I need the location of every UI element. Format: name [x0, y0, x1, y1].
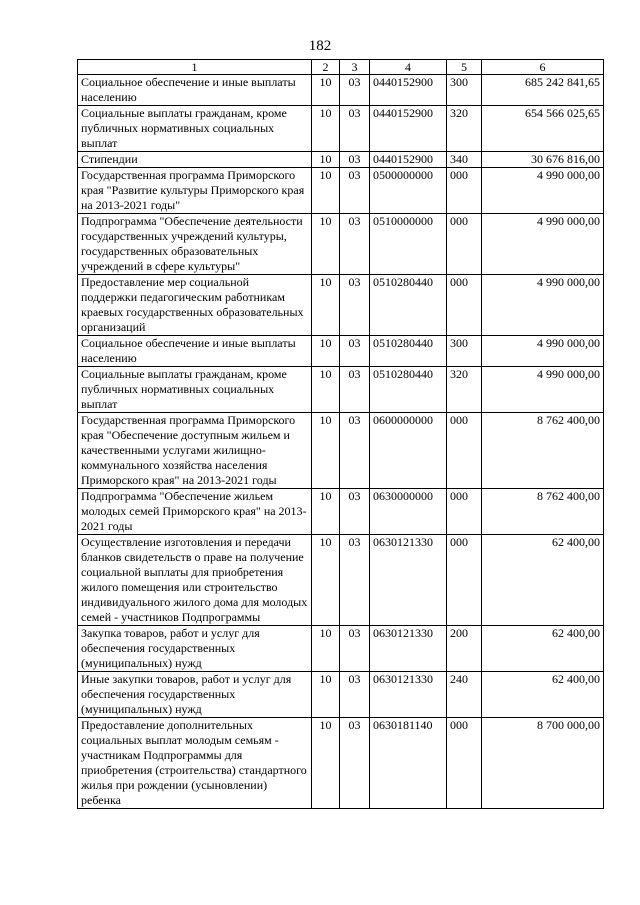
table-row: [78, 672, 604, 718]
row-code-cell: 0630121330: [370, 626, 447, 672]
row-type-cell: 300: [447, 336, 482, 367]
table-row: [78, 535, 604, 626]
column-header: 3: [340, 60, 370, 75]
table-row: [78, 275, 604, 336]
row-amount-cell: 8 700 000,00: [482, 718, 604, 809]
row-amount-cell: 685 242 841,65: [482, 75, 604, 106]
row-name-cell: Осуществление изготовления и передачи бланков свидетельств о праве на получение социальной выплаты для приобретения жилого помещения или строительство индивидуального жилого дома для молодых семей - участников Подпрограммы: [78, 535, 312, 626]
row-subsection-cell: 03: [340, 106, 370, 152]
column-header: 4: [370, 60, 447, 75]
row-amount-cell: 8 762 400,00: [482, 489, 604, 535]
table-row: [78, 489, 604, 535]
row-amount-cell: 4 990 000,00: [482, 336, 604, 367]
row-name-cell: Иные закупки товаров, работ и услуг для обеспечения государственных (муниципальных) нужд: [78, 672, 312, 718]
table-row: [78, 168, 604, 214]
row-name-cell: Социальные выплаты гражданам, кроме публичных нормативных социальных выплат: [78, 367, 312, 413]
table-row: [78, 626, 604, 672]
row-subsection-cell: 03: [340, 367, 370, 413]
row-subsection-cell: 03: [340, 336, 370, 367]
table-row: [78, 413, 604, 489]
row-amount-cell: 4 990 000,00: [482, 275, 604, 336]
row-name-cell: Государственная программа Приморского края "Обеспечение доступным жильем и качественными услугами жилищно-коммунального хозяйства населения Приморского края" на 2013-2021 годы: [78, 413, 312, 489]
table-row: [78, 75, 604, 106]
table-row: [78, 214, 604, 275]
row-name-cell: Предоставление дополнительных социальных выплат молодым семьям - участникам Подпрограммы для приобретения (строительства) стандартного жилья при рождении (усыновлении) ребенка: [78, 718, 312, 809]
row-section-cell: 10: [312, 106, 340, 152]
row-type-cell: 320: [447, 367, 482, 413]
row-section-cell: 10: [312, 75, 340, 106]
row-subsection-cell: 03: [340, 626, 370, 672]
row-type-cell: 000: [447, 168, 482, 214]
row-section-cell: 10: [312, 367, 340, 413]
row-name-cell: Подпрограмма "Обеспечение жильем молодых семей Приморского края" на 2013-2021 годы: [78, 489, 312, 535]
row-amount-cell: 62 400,00: [482, 535, 604, 626]
row-section-cell: 10: [312, 336, 340, 367]
row-code-cell: 0510280440: [370, 367, 447, 413]
table-row: [78, 152, 604, 168]
row-type-cell: 240: [447, 672, 482, 718]
row-subsection-cell: 03: [340, 489, 370, 535]
row-subsection-cell: 03: [340, 672, 370, 718]
row-amount-cell: 654 566 025,65: [482, 106, 604, 152]
row-type-cell: 000: [447, 413, 482, 489]
row-section-cell: 10: [312, 275, 340, 336]
column-header: 2: [312, 60, 340, 75]
row-code-cell: 0510280440: [370, 275, 447, 336]
row-code-cell: 0510000000: [370, 214, 447, 275]
row-code-cell: 0630121330: [370, 672, 447, 718]
budget-table: [77, 59, 604, 809]
row-type-cell: 000: [447, 535, 482, 626]
row-section-cell: 10: [312, 152, 340, 168]
page-number: 182: [308, 38, 332, 54]
row-subsection-cell: 03: [340, 214, 370, 275]
row-code-cell: 0630000000: [370, 489, 447, 535]
row-subsection-cell: 03: [340, 413, 370, 489]
row-subsection-cell: 03: [340, 535, 370, 626]
row-amount-cell: 4 990 000,00: [482, 367, 604, 413]
row-amount-cell: 4 990 000,00: [482, 168, 604, 214]
column-header: 5: [447, 60, 482, 75]
row-code-cell: 0500000000: [370, 168, 447, 214]
row-type-cell: 000: [447, 214, 482, 275]
row-code-cell: 0600000000: [370, 413, 447, 489]
table-header-row: [78, 60, 604, 75]
row-type-cell: 000: [447, 718, 482, 809]
row-amount-cell: 8 762 400,00: [482, 413, 604, 489]
row-name-cell: Предоставление мер социальной поддержки педагогическим работникам краевых государственных образовательных организаций: [78, 275, 312, 336]
row-section-cell: 10: [312, 168, 340, 214]
row-type-cell: 200: [447, 626, 482, 672]
row-subsection-cell: 03: [340, 152, 370, 168]
row-code-cell: 0510280440: [370, 336, 447, 367]
column-header: 6: [482, 60, 604, 75]
row-amount-cell: 62 400,00: [482, 626, 604, 672]
table-row: [78, 367, 604, 413]
row-type-cell: 000: [447, 489, 482, 535]
row-section-cell: 10: [312, 489, 340, 535]
table-row: [78, 336, 604, 367]
row-name-cell: Подпрограмма "Обеспечение деятельности государственных учреждений культуры, государственных образовательных учреждений в сфере культуры": [78, 214, 312, 275]
row-name-cell: Социальное обеспечение и иные выплаты населению: [78, 75, 312, 106]
row-type-cell: 340: [447, 152, 482, 168]
row-name-cell: Государственная программа Приморского края "Развитие культуры Приморского края на 2013-2021 годы": [78, 168, 312, 214]
column-header: 1: [78, 60, 312, 75]
row-code-cell: 0630181140: [370, 718, 447, 809]
row-name-cell: Стипендии: [78, 152, 312, 168]
table-row: [78, 106, 604, 152]
row-section-cell: 10: [312, 413, 340, 489]
row-type-cell: 000: [447, 275, 482, 336]
row-section-cell: 10: [312, 535, 340, 626]
row-amount-cell: 62 400,00: [482, 672, 604, 718]
row-code-cell: 0440152900: [370, 75, 447, 106]
row-amount-cell: 30 676 816,00: [482, 152, 604, 168]
row-code-cell: 0440152900: [370, 106, 447, 152]
row-amount-cell: 4 990 000,00: [482, 214, 604, 275]
table-body: [78, 75, 604, 809]
row-section-cell: 10: [312, 718, 340, 809]
row-section-cell: 10: [312, 214, 340, 275]
table-row: [78, 718, 604, 809]
row-section-cell: 10: [312, 626, 340, 672]
row-subsection-cell: 03: [340, 168, 370, 214]
row-section-cell: 10: [312, 672, 340, 718]
row-subsection-cell: 03: [340, 718, 370, 809]
row-type-cell: 320: [447, 106, 482, 152]
row-name-cell: Закупка товаров, работ и услуг для обеспечения государственных (муниципальных) нужд: [78, 626, 312, 672]
row-subsection-cell: 03: [340, 275, 370, 336]
row-type-cell: 300: [447, 75, 482, 106]
row-subsection-cell: 03: [340, 75, 370, 106]
row-name-cell: Социальное обеспечение и иные выплаты населению: [78, 336, 312, 367]
row-code-cell: 0630121330: [370, 535, 447, 626]
row-name-cell: Социальные выплаты гражданам, кроме публичных нормативных социальных выплат: [78, 106, 312, 152]
row-code-cell: 0440152900: [370, 152, 447, 168]
